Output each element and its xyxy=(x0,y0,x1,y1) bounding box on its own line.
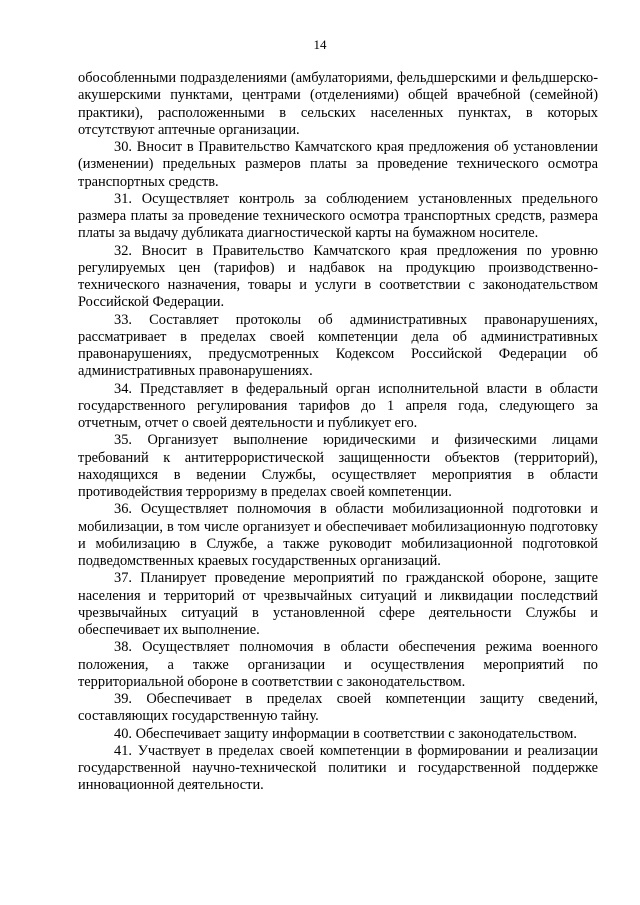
paragraph-30 xyxy=(78,139,598,191)
document-body xyxy=(78,70,598,795)
paragraph-number: 32. xyxy=(114,242,132,259)
paragraph-31 xyxy=(78,191,598,243)
paragraph-number: 33. xyxy=(114,311,132,328)
paragraph-text: Представляет в федеральный орган исполнительной власти в области государственного регулирования тарифов до 1 апреля года, следующего за отчетным, отчет о своей деятельности и публикует его. xyxy=(78,380,598,431)
paragraph-41 xyxy=(78,743,598,795)
paragraph-40 xyxy=(78,726,598,743)
paragraph-number: 41. xyxy=(114,742,132,759)
paragraph-text: Планирует проведение мероприятий по гражданской обороне, защите населения и территорий от чрезвычайных ситуаций и ликвидации последствий чрезвычайных ситуаций в установленной сфере деятельности Службы и обеспечивает их выполнение. xyxy=(78,570,598,638)
paragraph-text: Организует выполнение юридическими и физическими лицами требований к антитеррористической защищенности объектов (территорий), находящихся в ведении Службы, осуществляет мероприятия в области противодействия терроризму в пределах своей компетенции. xyxy=(78,432,598,500)
paragraph-37 xyxy=(78,570,598,639)
paragraph-33 xyxy=(78,312,598,381)
paragraph-text: Участвует в пределах своей компетенции в формировании и реализации государственной научно-технической политики и государственной поддержке инновационной деятельности. xyxy=(78,742,598,794)
paragraph-text: Вносит в Правительство Камчатского края предложения об установлении (изменении) предельных размеров платы за проведение технического осмотра транспортных средств. xyxy=(78,139,598,190)
paragraph-text: Обеспечивает защиту информации в соответствии с законодательством. xyxy=(135,725,577,742)
paragraph-35 xyxy=(78,432,598,501)
paragraph-number: 40. xyxy=(114,725,132,742)
paragraph-number: 35. xyxy=(114,432,132,449)
paragraph-text: Обеспечивает в пределах своей компетенции защиту сведений, составляющих государственную тайну. xyxy=(78,691,598,725)
paragraph-36 xyxy=(78,501,598,570)
paragraph-text: обособленными подразделениями (амбулаториями, фельдшерскими и фельдшерско-акушерскими пунктами, центрами (отделениями) общей врачебной (семейной) практики), расположенными в сельских населенных пунктах, в которых отсутствуют аптечные организации. xyxy=(78,70,598,138)
paragraph-text: Осуществляет контроль за соблюдением установленных предельного размера платы за проведение технического осмотра транспортных средств, размера платы за выдачу дубликата диагностической карты на бумажном носителе. xyxy=(78,190,598,242)
paragraph-38 xyxy=(78,639,598,691)
paragraph-number: 36. xyxy=(114,501,132,518)
paragraph-text: Вносит в Правительство Камчатского края предложения по уровню регулируемых цен (тарифов) и надбавок на продукцию производственно-технического назначения, товары и услуги в соответствии с законодательством Российской Федерации. xyxy=(78,242,598,311)
paragraph-number: 37. xyxy=(114,570,132,587)
paragraph-continuation xyxy=(78,70,598,139)
paragraph-number: 34. xyxy=(114,380,132,397)
paragraph-text: Составляет протоколы об административных правонарушениях, рассматривает в пределах своей компетенции дела об административных правонарушениях, предусмотренных Кодексом Российской Федерации об административных правонарушениях. xyxy=(78,311,598,380)
paragraph-text: Осуществляет полномочия в области мобилизационной подготовки и мобилизации, в том числе организует и обеспечивает мобилизационную подготовку и мобилизацию в Службе, а также руководит мобилизационной подготовкой подведомственных краевых государственных организаций. xyxy=(78,501,598,569)
paragraph-number: 38. xyxy=(114,639,132,656)
paragraph-number: 31. xyxy=(114,190,132,207)
paragraph-text: Осуществляет полномочия в области обеспечения режима военного положения, а также организации и осуществления мероприятий по территориальной обороне в соответствии с законодательством. xyxy=(78,639,598,690)
paragraph-number: 39. xyxy=(114,691,132,707)
paragraph-32 xyxy=(78,243,598,312)
paragraph-34 xyxy=(78,381,598,433)
page-number: 14 xyxy=(313,37,327,52)
paragraph-39 xyxy=(78,691,598,726)
paragraph-number: 30. xyxy=(114,139,132,155)
